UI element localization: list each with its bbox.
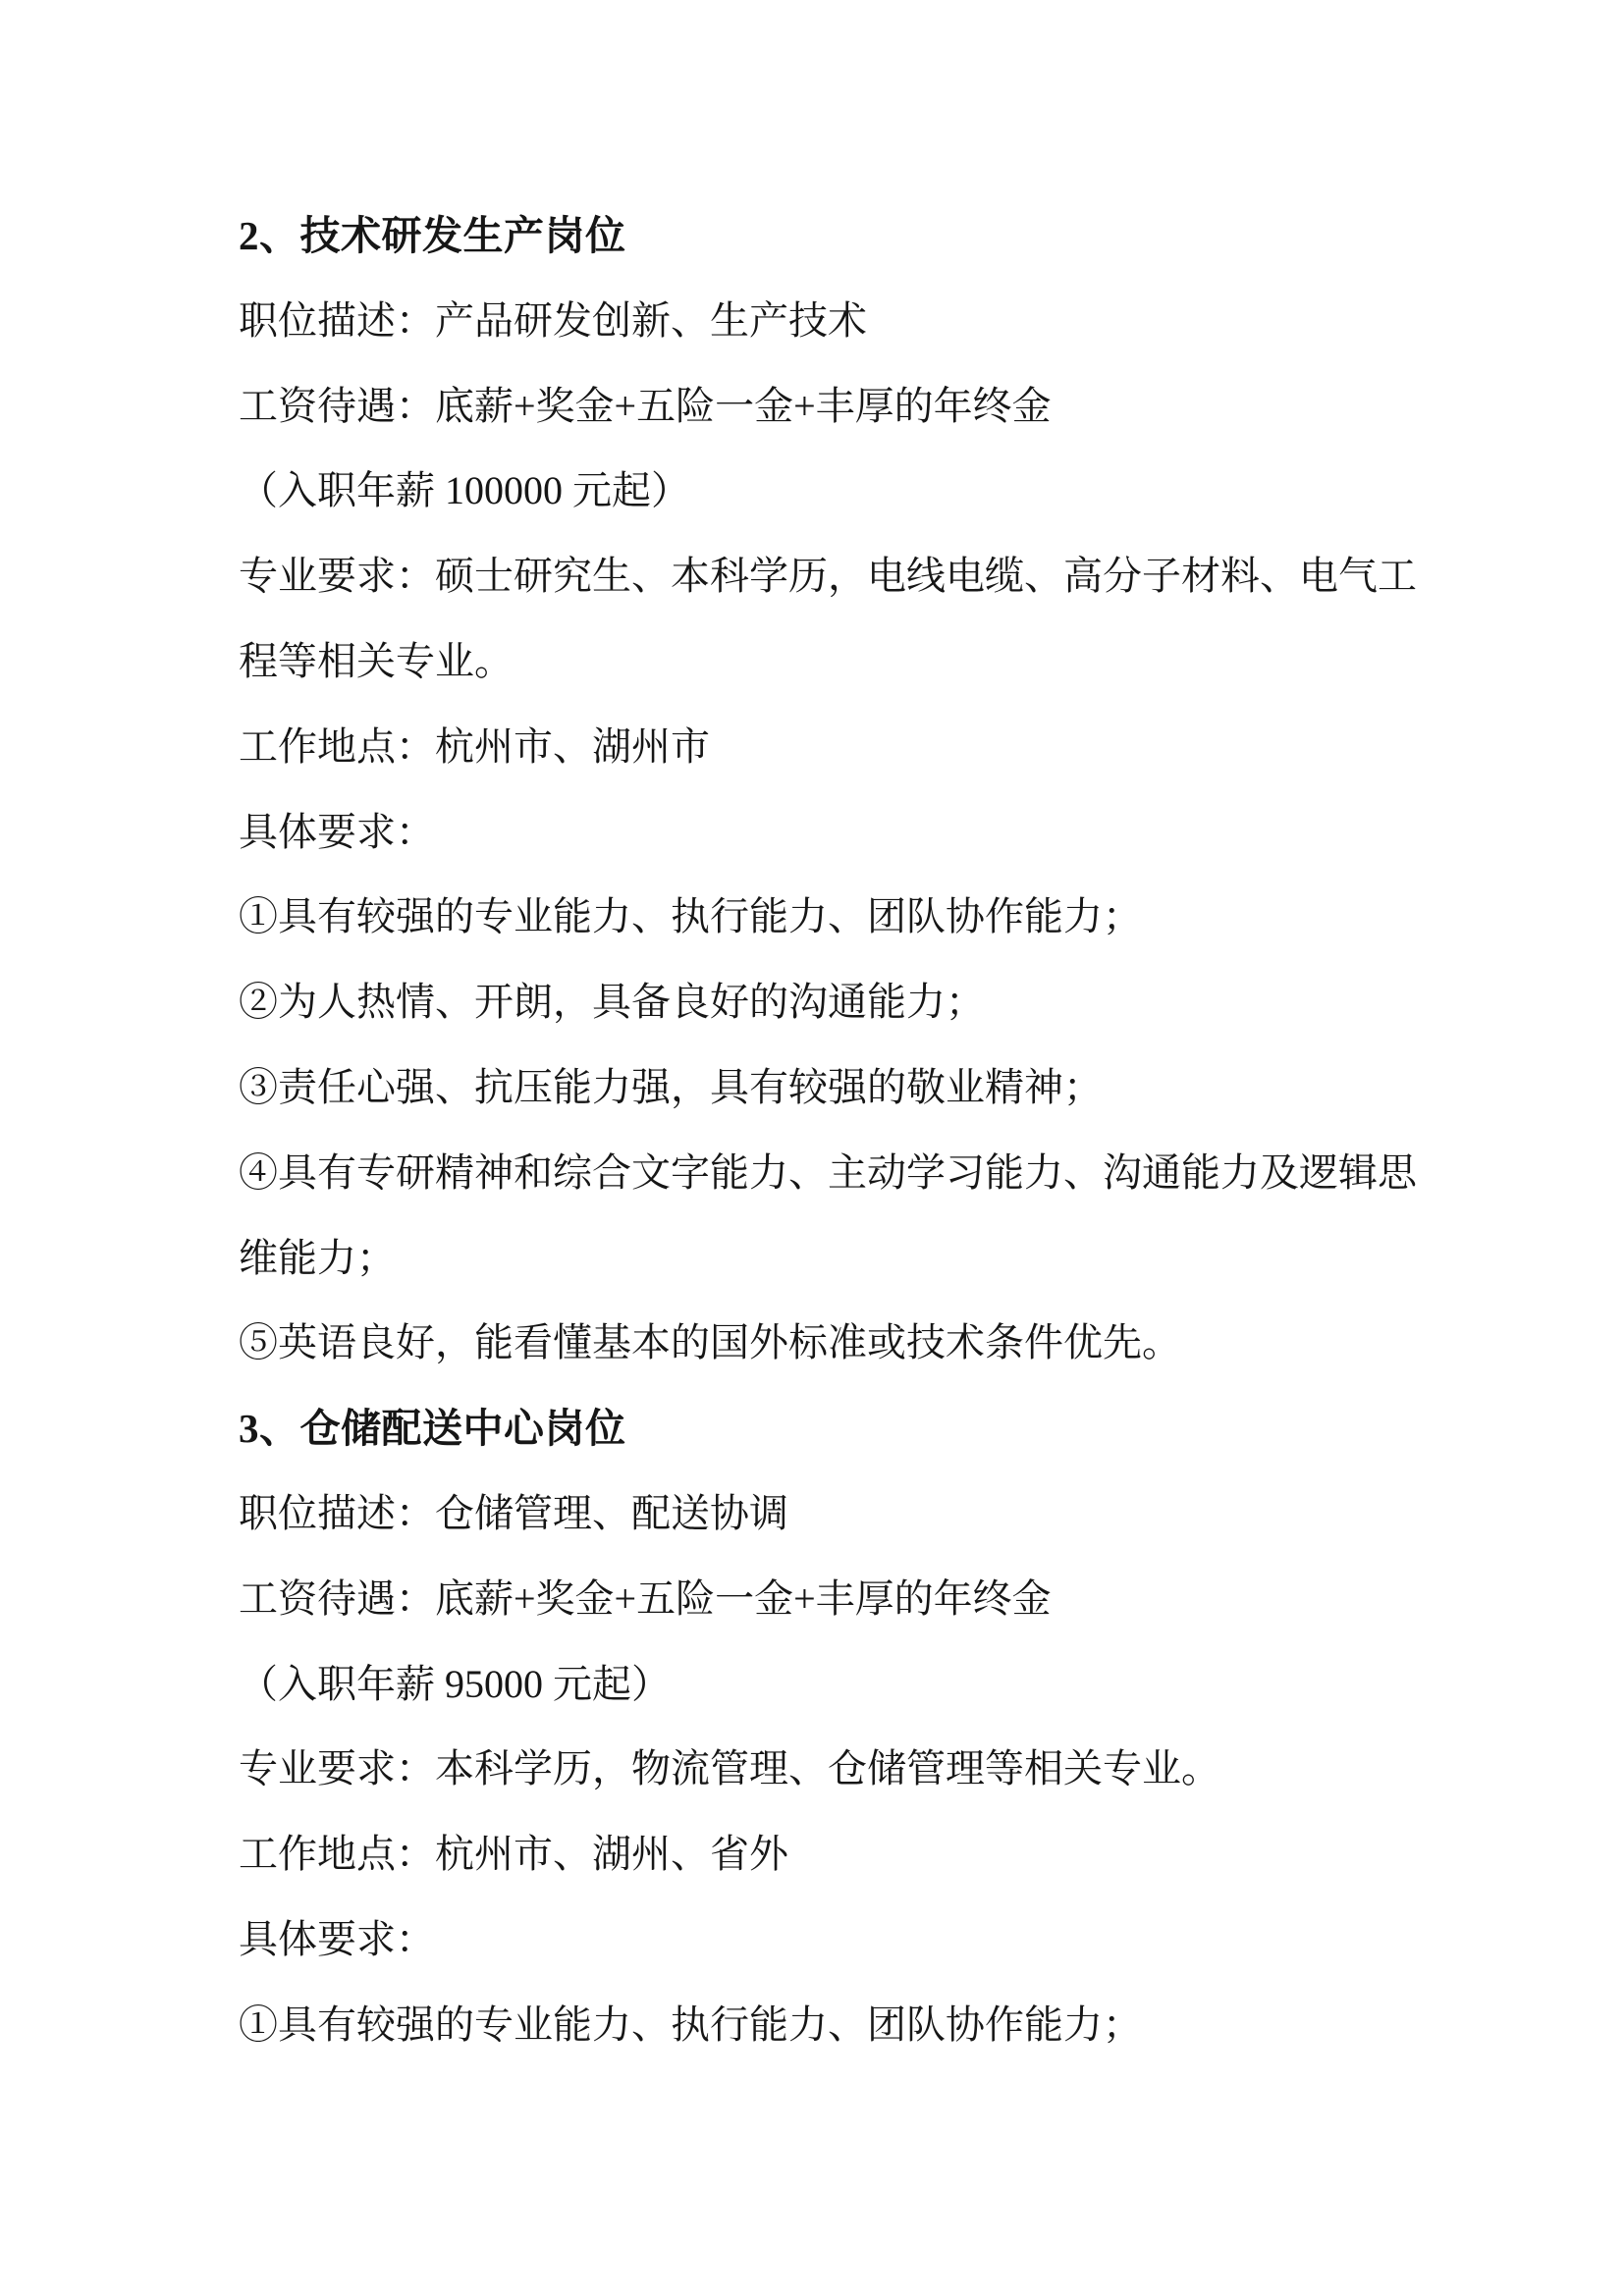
document-line: 工资待遇：底薪+奖金+五险一金+丰厚的年终金 — [239, 383, 1052, 428]
document-line: 具体要求： — [239, 1916, 435, 1961]
document-line: 专业要求：硕士研究生、本科学历，电线电缆、高分子材料、电气工 — [239, 554, 1417, 599]
document-line: 工资待遇：底薪+奖金+五险一金+丰厚的年终金 — [239, 1575, 1052, 1621]
section-heading: 2、技术研发生产岗位 — [239, 213, 626, 258]
document-line: （入职年薪 95000 元起） — [239, 1661, 671, 1706]
document-line: ②为人热情、开朗，具备良好的沟通能力； — [239, 980, 985, 1025]
document-text-block — [239, 193, 1427, 2068]
document-line: 职位描述：仓储管理、配送协调 — [239, 1490, 788, 1535]
document-line: ④具有专研精神和综合文字能力、主动学习能力、沟通能力及逻辑思 — [239, 1149, 1417, 1195]
document-line: ①具有较强的专业能力、执行能力、团队协作能力； — [239, 894, 1142, 939]
document-line: ⑤英语良好，能看懂基本的国外标准或技术条件优先。 — [239, 1320, 1181, 1365]
document-line: 工作地点：杭州市、湖州、省外 — [239, 1832, 788, 1877]
document-line: （入职年薪 100000 元起） — [239, 468, 690, 513]
document-line: 程等相关专业。 — [239, 638, 514, 683]
document-line: 职位描述：产品研发创新、生产技术 — [239, 297, 867, 343]
document-line: ③责任心强、抗压能力强，具有较强的敬业精神； — [239, 1064, 1103, 1109]
document-line: 维能力； — [239, 1235, 396, 1280]
document-line: 具体要求： — [239, 809, 435, 854]
document-line: 工作地点：杭州市、湖州市 — [239, 723, 710, 769]
document-line: ①具有较强的专业能力、执行能力、团队协作能力； — [239, 2002, 1142, 2047]
document-line: 专业要求：本科学历，物流管理、仓储管理等相关专业。 — [239, 1746, 1220, 1791]
section-heading: 3、仓储配送中心岗位 — [239, 1406, 626, 1452]
